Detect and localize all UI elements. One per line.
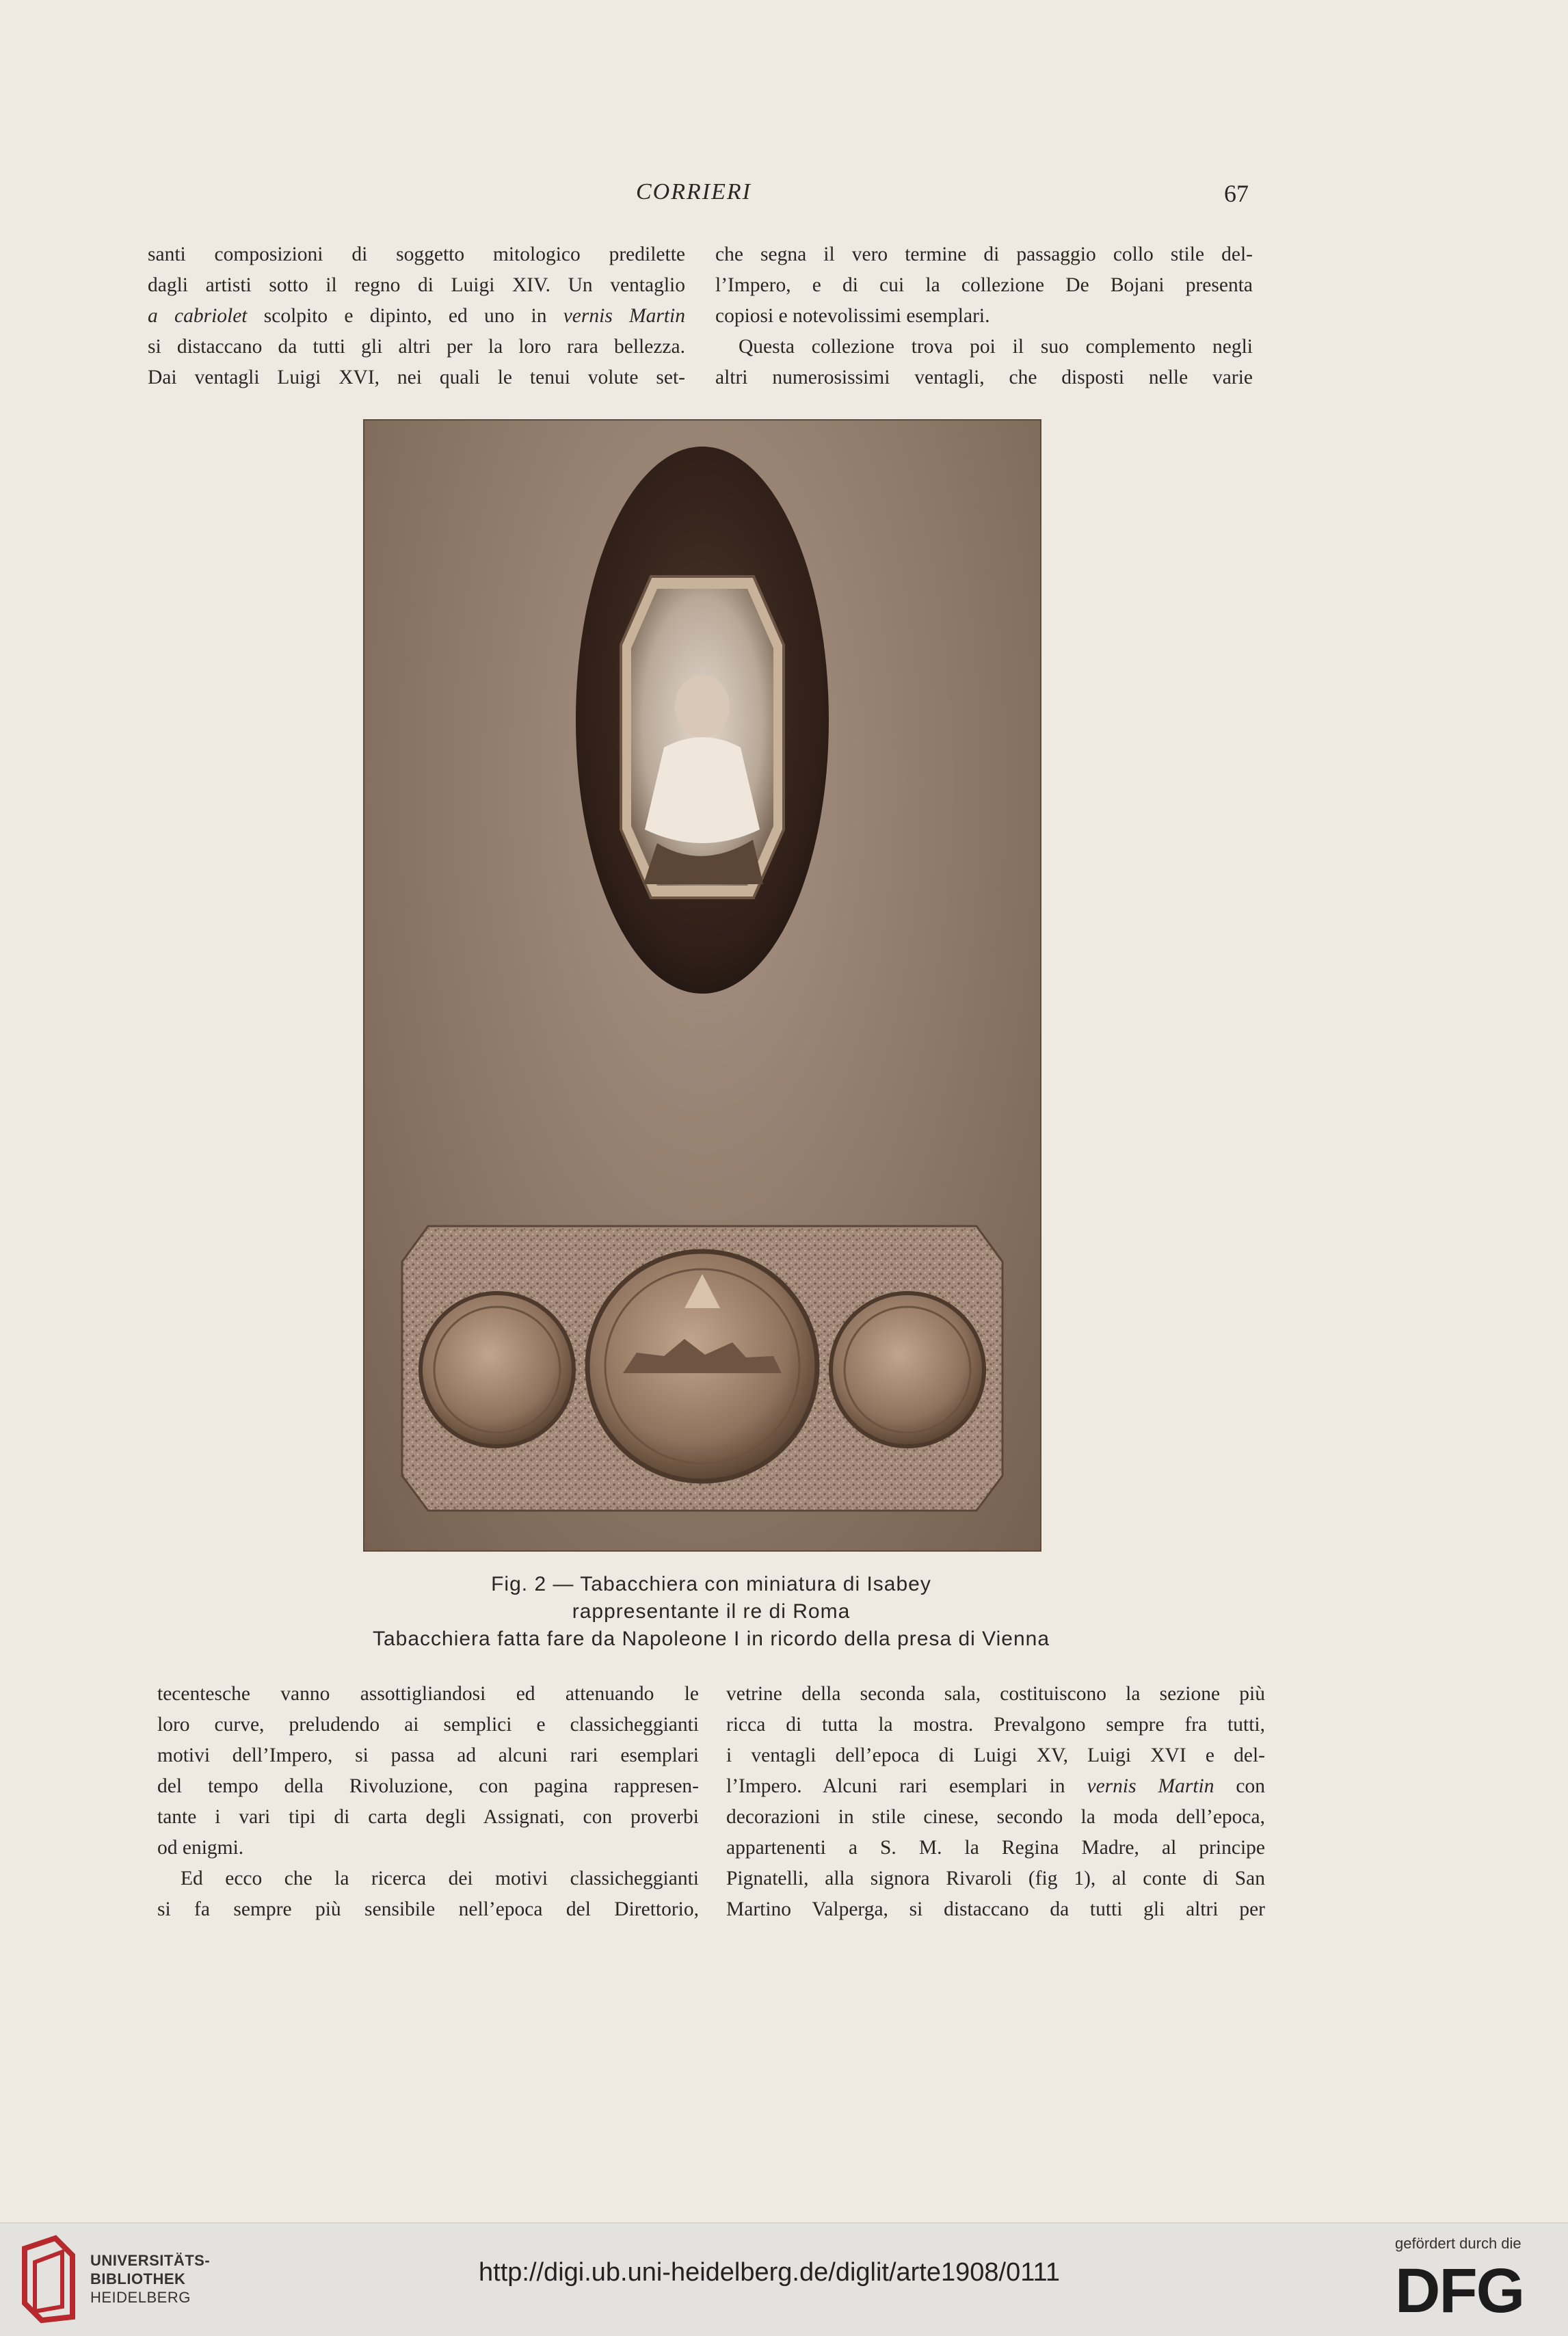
text-line: si fa sempre più sensibile nell’epoca del Direttorio, <box>157 1898 699 1920</box>
bottom-left-column <box>157 1679 699 1925</box>
page-number: 67 <box>1224 180 1249 207</box>
text-line: decorazioni in stile cinese, secondo la moda dell’epoca, <box>726 1806 1265 1828</box>
top-right-column <box>715 239 1253 393</box>
text-line: tecentesche vanno assottigliandosi ed attenuando le <box>157 1683 699 1705</box>
figure-caption-line1: Fig. 2 — Tabacchiera con miniatura di Isabey <box>491 1573 931 1595</box>
permalink-url[interactable]: http://digi.ub.uni-heidelberg.de/diglit/arte1908/0111 <box>479 2258 1060 2287</box>
figure-caption-line2: rappresentante il re di Roma <box>572 1600 851 1623</box>
text-line: del tempo della Rivoluzione, con pagina rappresen- <box>157 1775 699 1797</box>
text-line: altri numerosissimi ventagli, che disposti nelle varie <box>715 367 1253 388</box>
text-line: appartenenti a S. M. la Regina Madre, al principe <box>726 1837 1265 1859</box>
italic-term: vernis Martin <box>1087 1775 1214 1797</box>
text-line: motivi dell’Impero, si passa ad alcuni rari esemplari <box>157 1744 699 1766</box>
italic-term: a cabriolet <box>148 305 248 327</box>
left-medallion <box>421 1293 574 1446</box>
bottom-right-column <box>726 1679 1265 1925</box>
figure-photograph <box>363 419 1041 1552</box>
snuffboxes-illustration <box>363 419 1041 1552</box>
text-line: Ed ecco che la ricerca dei motivi classicheggianti <box>181 1868 699 1889</box>
figure-caption-line3: Tabacchiera fatta fare da Napoleone I in ricordo della presa di Vienna <box>372 1628 1050 1650</box>
italic-term: vernis Martin <box>563 305 685 327</box>
text-line: i ventagli dell’epoca di Luigi XV, Luigi XVI e del- <box>726 1744 1265 1766</box>
text-line: ricca di tutta la mostra. Prevalgono sempre fra tutti, <box>726 1714 1265 1736</box>
text-line: Pignatelli, alla signora Rivaroli (fig 1), al conte di San <box>726 1868 1265 1889</box>
text-line: che segna il vero termine di passaggio collo stile del- <box>715 243 1253 265</box>
text-line: l’Impero, e di cui la collezione De Bojani presenta <box>715 274 1253 296</box>
text-line: santi composizioni di soggetto mitologico predilette <box>148 243 685 265</box>
right-medallion <box>831 1293 984 1446</box>
text-line: loro curve, preludendo ai semplici e classicheggianti <box>157 1714 699 1736</box>
text-line: si distaccano da tutti gli altri per la loro rara bellezza. <box>148 336 685 358</box>
sponsor-label: gefördert durch die <box>1395 2235 1522 2252</box>
text-line: od enigmi. <box>157 1837 244 1859</box>
text-line: Martino Valperga, si distaccano da tutti gli altri per <box>726 1898 1265 1920</box>
text-line: Dai ventagli Luigi XVI, nei quali le tenui volute set- <box>148 367 685 388</box>
text-line: tante i vari tipi di carta degli Assignati, con proverbi <box>157 1806 699 1828</box>
text-line: a cabriolet scolpito e dipinto, ed uno in vernis Martin <box>148 305 685 327</box>
text-line: dagli artisti sotto il regno di Luigi XIV. Un ventaglio <box>148 274 685 296</box>
text-line: Questa collezione trova poi il suo complemento negli <box>739 336 1253 358</box>
running-title: CORRIERI <box>636 179 752 204</box>
text-line: l’Impero. Alcuni rari esemplari in vernis Martin con <box>726 1775 1265 1797</box>
top-left-column <box>148 239 685 393</box>
university-library-name[interactable]: UNIVERSITÄTS- BIBLIOTHEK HEIDELBERG <box>90 2252 211 2306</box>
university-library-logo-icon[interactable] <box>18 2235 77 2324</box>
dfg-logo[interactable]: DFG <box>1395 2256 1524 2326</box>
text-line: vetrine della seconda sala, costituiscono la sezione più <box>726 1683 1265 1705</box>
text-line: copiosi e notevolissimi esemplari. <box>715 305 990 327</box>
